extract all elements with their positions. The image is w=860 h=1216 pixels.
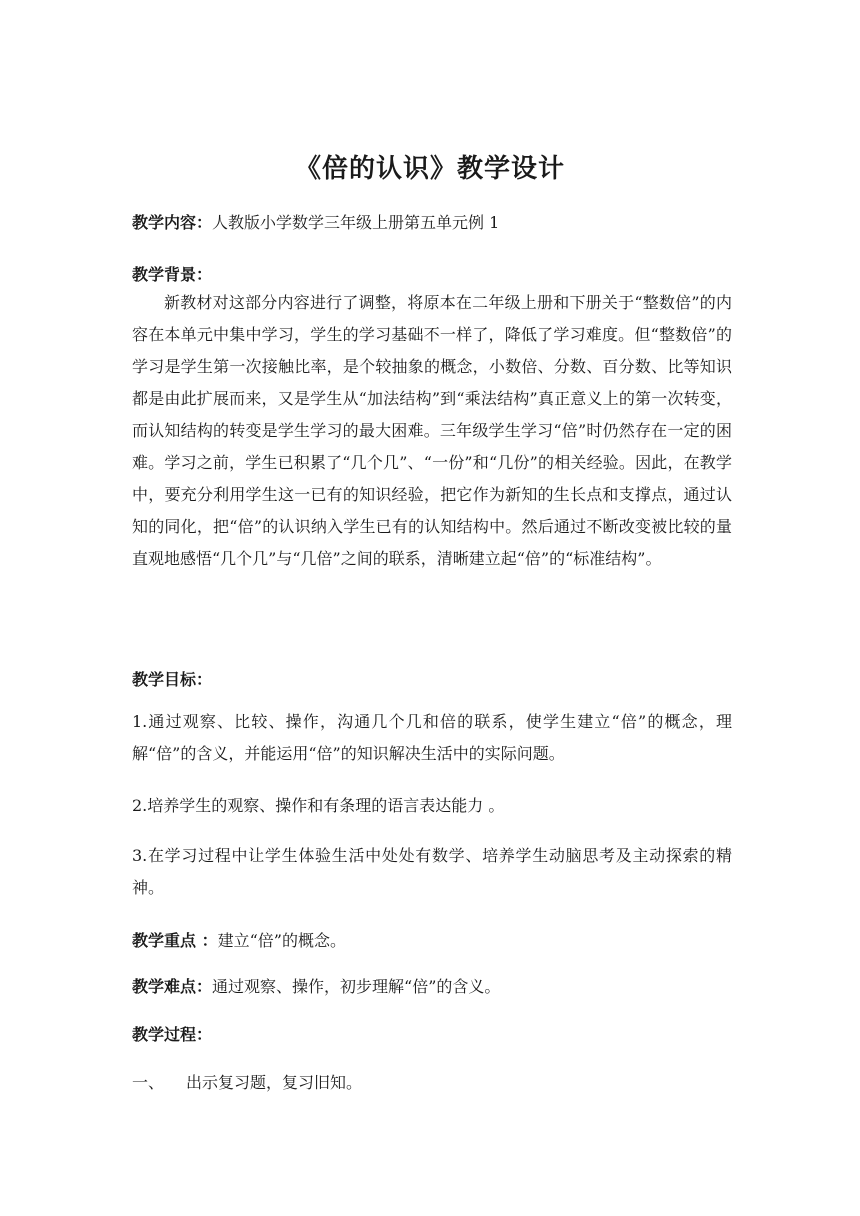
difficulty-text: 通过观察、操作，初步理解“倍”的含义。 (212, 977, 501, 996)
goal-item-3: 3.在学习过程中让学生体验生活中处处有数学、培养学生动脑思考及主动探索的精神。 (132, 846, 732, 897)
goal-item-2: 2.培养学生的观察、操作和有条理的语言表达能力 。 (132, 796, 505, 815)
difficulty-line (132, 974, 732, 997)
teaching-goals-label: 教学目标： (132, 670, 213, 689)
process-step-1 (132, 1070, 732, 1093)
key-point-line (132, 928, 732, 951)
document-title: 《倍的认识》教学设计 (294, 154, 565, 184)
key-point-text: 建立“倍”的概念。 (217, 931, 346, 950)
process-step-1-text: 出示复习题，复习旧知。 (186, 1073, 363, 1092)
teaching-content-line (132, 210, 732, 233)
teaching-process-label: 教学过程： (132, 1025, 213, 1044)
teaching-background-paragraph: 新教材对这部分内容进行了调整，将原本在二年级上册和下册关于“整数倍”的内容在本单元中集中学习，学生的学习基础不一样了，降低了学习难度。但“整数倍”的学习是学生第一次接触比率，是个较抽象的概念，小数倍、分数、百分数、比等知识都是由此扩展而来，又是学生从“加法结构”到“乘法结构”真正意义上的第一次转变，而认知结构的转变是学生学习的最大困难。三年级学生学习“倍”时仍然存在一定的困难。学习之前，学生已积累了“几个几”、“一份”和“几份”的相关经验。因此，在教学中，要充分利用学生这一已有的知识经验，把它作为新知的生长点和支撑点，通过认知的同化，把“倍”的认识纳入学生已有的认知结构中。然后通过不断改变被比较的量直观地感悟“几个几”与“几倍”之间的联系，清晰建立起“倍”的“标准结构”。 (132, 293, 732, 568)
goal-item-1: 1.通过观察、比较、操作，沟通几个几和倍的联系，使学生建立“倍”的概念，理解“倍”的含义，并能运用“倍”的知识解决生活中的实际问题。 (132, 712, 732, 763)
key-point-label: 教学重点 ： (132, 931, 218, 950)
teaching-content-text: 人教版小学数学三年级上册第五单元例 1 (212, 213, 500, 232)
process-step-1-marker: 一、 (132, 1073, 165, 1092)
difficulty-label: 教学难点： (132, 977, 213, 996)
teaching-content-label: 教学内容： (132, 213, 213, 232)
teaching-background-label: 教学背景： (132, 265, 213, 284)
